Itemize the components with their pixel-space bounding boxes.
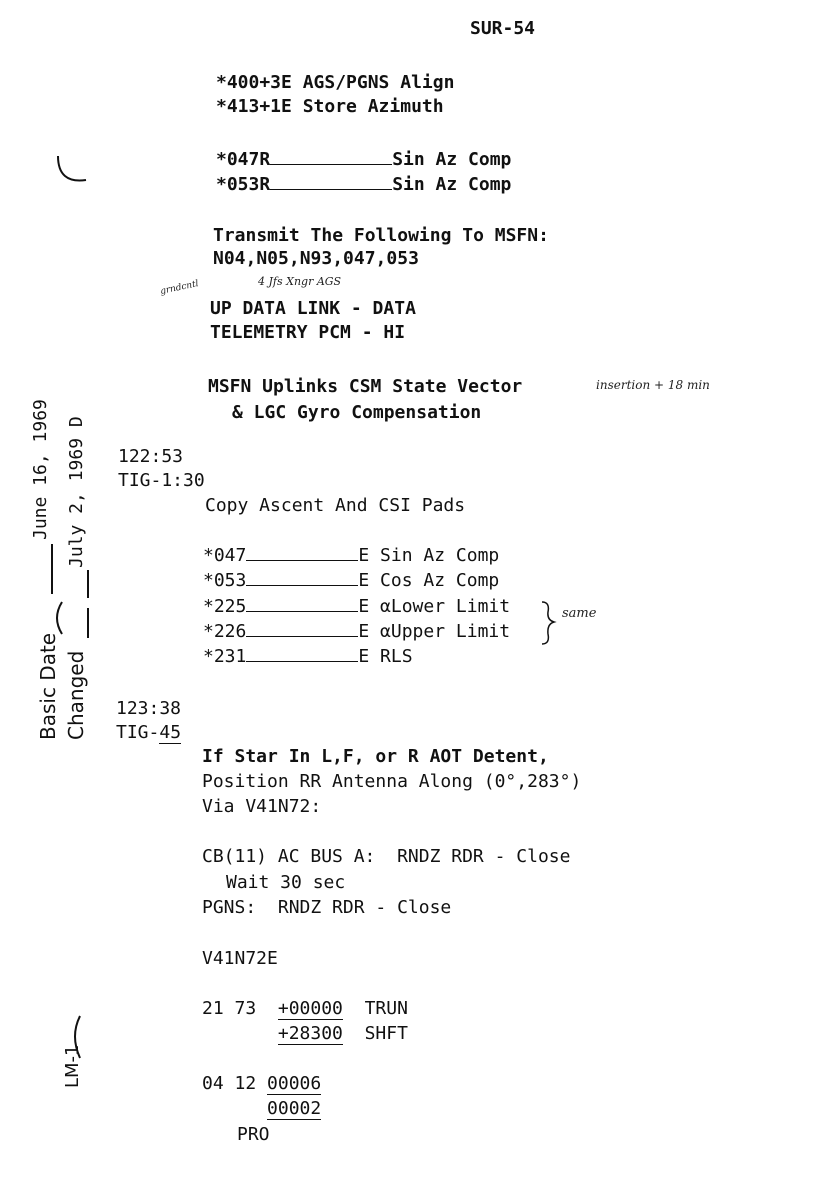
handwritten-n-notes: 4 Jfs Xngr AGS: [258, 275, 342, 288]
ags-pgns-align: *400+3E AGS/PGNS Align: [216, 72, 455, 93]
changed-date-value: July 2, 1969 D: [66, 416, 87, 568]
display-row-3: 04 12 00006: [202, 1073, 322, 1094]
verb-noun: V41N72E: [202, 948, 278, 969]
date-underline-2: [87, 570, 89, 598]
changed-label: Changed: [64, 650, 88, 740]
basic-date-value: June 16, 1969: [30, 399, 51, 540]
tig-45: TIG-45: [116, 722, 182, 743]
lgc-gyro: & LGC Gyro Compensation: [232, 402, 482, 423]
handwritten-msfn-note: insertion + 18 min: [596, 378, 710, 392]
pad-row: *225 E αLower Limit: [203, 596, 511, 617]
pad-row: *047 E Sin Az Comp: [203, 545, 500, 566]
tig-1-30: TIG-1:30: [118, 470, 205, 491]
cb-ac-bus: CB(11) AC BUS A: RNDZ RDR - Close: [202, 846, 571, 867]
date-underline-1: [51, 544, 53, 594]
changed-underline: [87, 608, 89, 638]
sin-az-row-2: *053R Sin Az Comp: [216, 174, 512, 195]
time-122-53: 122:53: [118, 446, 184, 467]
pad-row: *053 E Cos Az Comp: [203, 570, 500, 591]
store-azimuth: *413+1E Store Azimuth: [216, 96, 444, 117]
pad-row: *226 E αUpper Limit: [203, 621, 511, 642]
copy-pads: Copy Ascent And CSI Pads: [205, 495, 466, 516]
star-detent: If Star In L,F, or R AOT Detent,: [202, 746, 549, 767]
telemetry-pcm: TELEMETRY PCM - HI: [210, 322, 406, 343]
pad-row: *231 E RLS: [203, 646, 413, 667]
doc-id: LM-1: [62, 1044, 83, 1088]
pgns-rndz: PGNS: RNDZ RDR - Close: [202, 897, 452, 918]
display-row-4: 00002: [267, 1098, 322, 1119]
wait-30: Wait 30 sec: [226, 872, 346, 893]
display-row-1: 21 73 +00000 TRUN: [202, 998, 408, 1019]
up-data-link: UP DATA LINK - DATA: [210, 298, 416, 319]
time-123-38: 123:38: [116, 698, 182, 719]
transmit-heading: Transmit The Following To MSFN:: [213, 225, 549, 246]
via-verb: Via V41N72:: [202, 796, 322, 817]
transmit-list: N04,N05,N93,047,053: [213, 248, 419, 269]
msfn-uplinks: MSFN Uplinks CSM State Vector: [208, 376, 523, 397]
page-id: SUR-54: [470, 18, 536, 39]
display-row-2: +28300 SHFT: [277, 1023, 408, 1044]
handwritten-pads-note: same: [562, 606, 597, 621]
basic-date-label: Basic Date: [36, 632, 60, 740]
pro-key: PRO: [237, 1124, 270, 1145]
handwritten-left-note: grndcntl: [159, 279, 200, 297]
rr-antenna: Position RR Antenna Along (0°,283°): [202, 771, 582, 792]
sin-az-row-1: *047R Sin Az Comp: [216, 149, 512, 170]
margin-arc: [52, 150, 92, 190]
